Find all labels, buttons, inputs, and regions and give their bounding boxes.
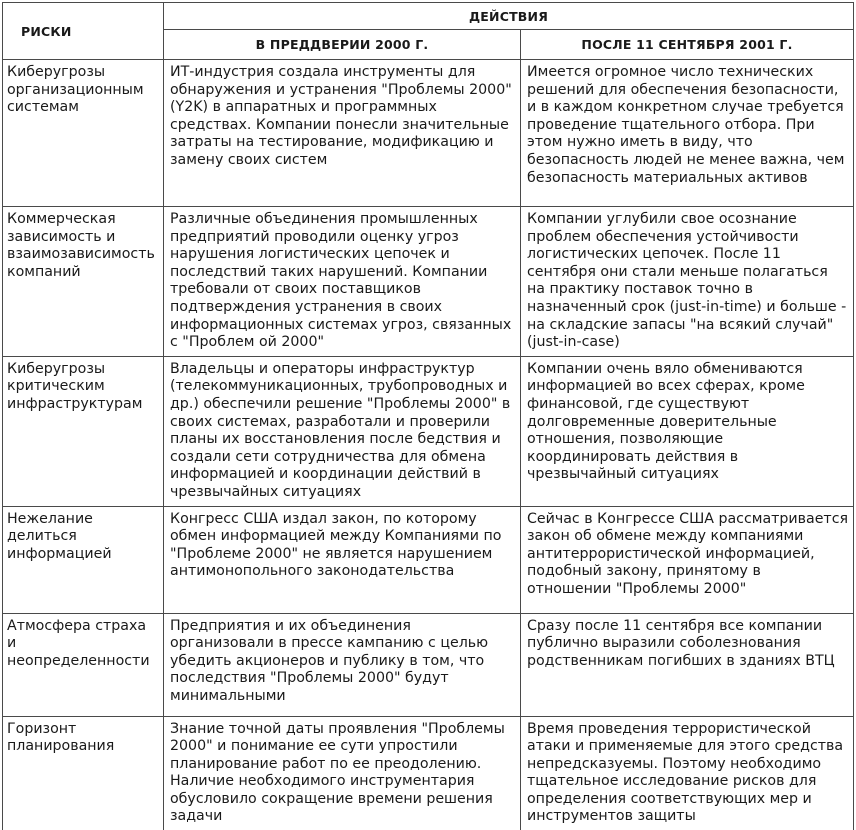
risk-text: Киберугрозы критическим инфраструктурам <box>3 357 163 418</box>
after-sept11-cell <box>521 60 854 207</box>
before-2000-text: Владельцы и операторы инфраструктур (телекоммуникационных, трубопроводных и др.) обеспечили решение "Проблемы 2000" в своих системах, разработали и проверили планы их восстановления после бедствия и создали сети сотрудничества для обмена информацией и координации действий в чрезвычайных ситуациях <box>164 357 520 506</box>
after-sept11-cell <box>521 356 854 506</box>
before-2000-text: Различные объединения промышленных предприятий проводили оценку угроз нарушения логистических цепочек и последствий таких нарушений. Компании требовали от своих поставщиков подтверждения устранения в своих информационных системах угроз, связанных с "Проблем ой 2000" <box>164 207 520 356</box>
header-before-2000: В ПРЕДДВЕРИИ 2000 Г. <box>164 30 521 60</box>
after-sept11-cell <box>521 207 854 357</box>
table-row <box>3 613 854 716</box>
table-row <box>3 60 854 207</box>
before-2000-cell <box>164 60 521 207</box>
after-sept11-text: Сейчас в Конгрессе США рассматривается закон об обмене между компаниями антитеррористической информацией, подобный закону, принятому в отношении "Проблемы 2000" <box>521 507 853 603</box>
risk-cell <box>3 207 164 357</box>
before-2000-text: Знание точной даты проявления "Проблемы 2000" и понимание ее сути упростили планирование работ по ее преодолению. Наличие необходимого инструментария обусловило сокращение времени решения задачи <box>164 717 520 830</box>
risk-cell <box>3 716 164 830</box>
table-header-row <box>3 3 854 30</box>
after-sept11-text: Компании очень вяло обмениваются информацией во всех сферах, кроме финансовой, где существуют долговременные доверительные отношения, позволяющие координировать действия в чрезвычайный ситуациях <box>521 357 853 488</box>
risk-cell <box>3 613 164 716</box>
before-2000-text: Предприятия и их объединения организовали в прессе кампанию с целью убедить акционеров и публику в том, что последствия "Проблемы 2000" будут минимальными <box>164 614 520 710</box>
header-actions: ДЕЙСТВИЯ <box>164 3 854 30</box>
after-sept11-text: Компании углубили свое осознание проблем обеспечения устойчивости логистических цепочек. После 11 сентября они стали меньше полагаться на практику поставок точно в назначенный срок (just-in-time) и больше - на складские запасы "на всякий случай" (just-in-case) <box>521 207 853 356</box>
risk-text: Атмосфера страха и неопределенности <box>3 614 163 675</box>
before-2000-cell <box>164 716 521 830</box>
before-2000-cell <box>164 207 521 357</box>
risk-text: Киберугрозы организационным системам <box>3 60 163 121</box>
before-2000-text: ИТ-индустрия создала инструменты для обнаружения и устранения "Проблемы 2000" (Y2K) в аппаратных и программных средствах. Компании понесли значительные затраты на тестирование, модификацию и замену своих систем <box>164 60 520 174</box>
after-sept11-cell <box>521 506 854 613</box>
risk-text: Нежелание делиться информацией <box>3 507 163 568</box>
before-2000-text: Конгресс США издал закон, по которому обмен информацией между Компаниями по "Проблеме 2000" не является нарушением антимонопольного законодательства <box>164 507 520 585</box>
table-row <box>3 207 854 357</box>
after-sept11-cell <box>521 613 854 716</box>
risk-cell <box>3 506 164 613</box>
header-after-sept11: ПОСЛЕ 11 СЕНТЯБРЯ 2001 Г. <box>521 30 854 60</box>
before-2000-cell <box>164 506 521 613</box>
risk-actions-table <box>2 2 854 830</box>
risk-text: Горизонт планирования <box>3 717 163 760</box>
header-risks: РИСКИ <box>3 3 164 60</box>
after-sept11-text: Имеется огромное число технических решений для обеспечения безопасности, и в каждом конкретном случае требуется проведение тщательного отбора. При этом нужно иметь в виду, что безопасность людей не менее важна, чем безопасность материальных активов <box>521 60 853 191</box>
risk-cell <box>3 60 164 207</box>
after-sept11-cell <box>521 716 854 830</box>
table-row <box>3 506 854 613</box>
table-row <box>3 716 854 830</box>
table-row <box>3 356 854 506</box>
before-2000-cell <box>164 613 521 716</box>
after-sept11-text: Сразу после 11 сентября все компании публично выразили соболезнования родственникам погибших в зданиях ВТЦ <box>521 614 853 675</box>
before-2000-cell <box>164 356 521 506</box>
risk-cell <box>3 356 164 506</box>
after-sept11-text: Время проведения террористической атаки и применяемые для этого средства непредсказуемы. Поэтому необходимо тщательное исследование рисков для определения соответствующих мер и инструментов защиты <box>521 717 853 830</box>
risk-text: Коммерческая зависимость и взаимозависимость компаний <box>3 207 163 285</box>
